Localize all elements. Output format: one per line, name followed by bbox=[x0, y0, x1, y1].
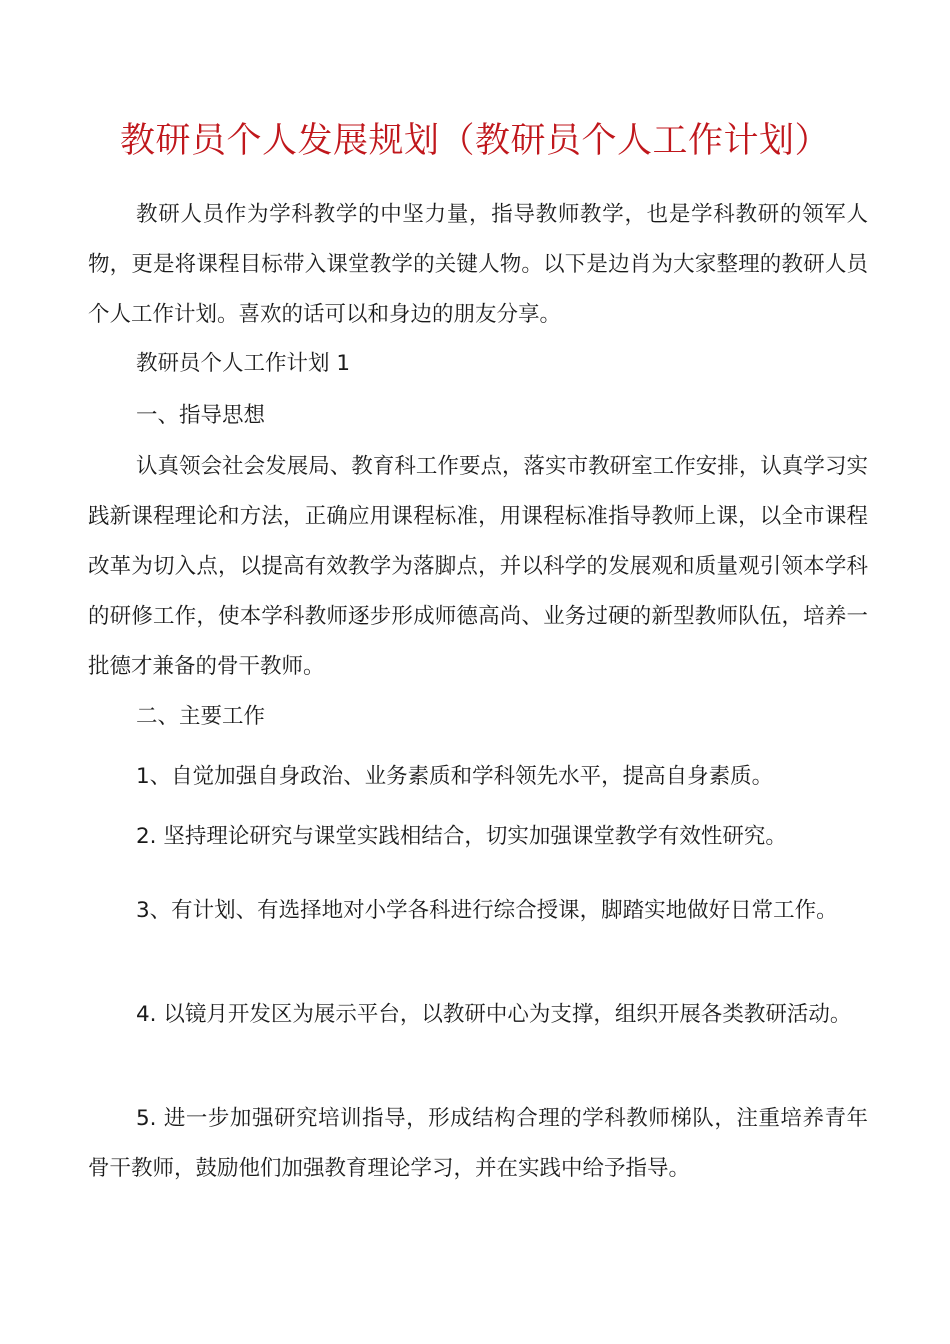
section1-body: 认真领会社会发展局、教育科工作要点，落实市教研室工作安排，认真学习实践新课程理论和方法，正确应用课程标准，用课程标准指导教师上课，以全市课程改革为切入点，以提高有效教学为落脚点，并以科学的发展观和质量观引领本学科的研修工作，使本学科教师逐步形成师德高尚、业务过硬的新型教师队伍，培养一批德才兼备的骨干教师。 bbox=[88, 454, 868, 679]
section1-heading: 一、指导思想 bbox=[136, 403, 266, 428]
list-item: 4. 以镜月开发区为展示平台，以教研中心为支撑，组织开展各类教研活动。 bbox=[136, 1002, 852, 1027]
list-item: 5. 进一步加强研究培训指导，形成结构合理的学科教师梯队，注重培养青年骨干教师，鼓励他们加强教育理论学习，并在实践中给予指导。 bbox=[88, 1106, 868, 1181]
intro-paragraph: 教研人员作为学科教学的中坚力量，指导教师教学，也是学科教研的领军人物，更是将课程目标带入课堂教学的关键人物。以下是边肖为大家整理的教研人员个人工作计划。喜欢的话可以和身边的朋友分享。 bbox=[88, 202, 868, 327]
section2-heading: 二、主要工作 bbox=[136, 704, 266, 729]
list-item: 1、自觉加强自身政治、业务素质和学科领先水平，提高自身素质。 bbox=[136, 764, 774, 789]
document-title: 教研员个人发展规划（教研员个人工作计划） bbox=[119, 121, 830, 162]
list-item: 3、有计划、有选择地对小学各科进行综合授课，脚踏实地做好日常工作。 bbox=[136, 898, 838, 923]
list-item: 2. 坚持理论研究与课堂实践相结合，切实加强课堂教学有效性研究。 bbox=[136, 824, 787, 849]
plan-heading: 教研员个人工作计划 1 bbox=[136, 351, 351, 376]
